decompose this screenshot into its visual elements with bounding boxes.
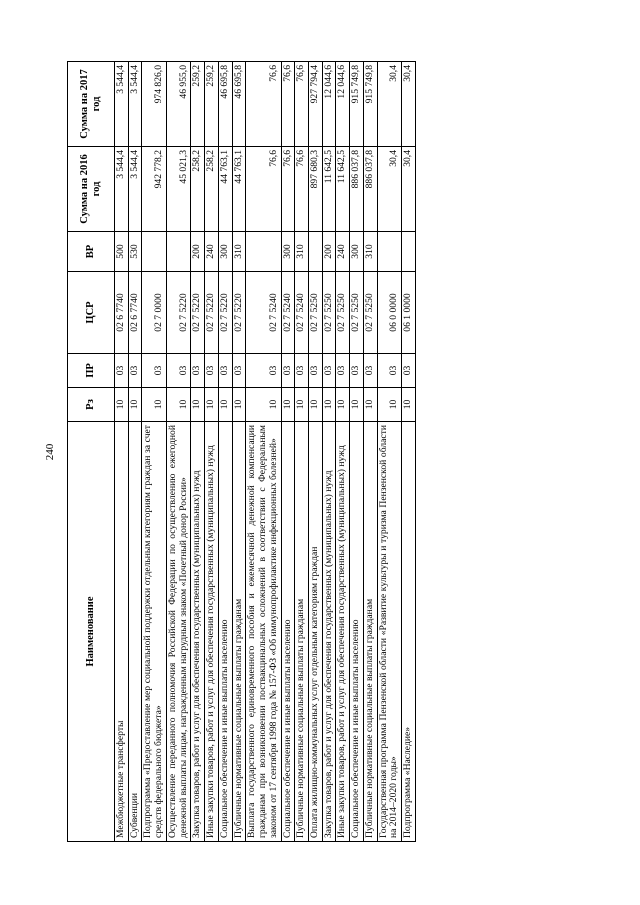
row-rz: 10 — [246, 388, 281, 422]
row-csr: 02 7 5250 — [363, 272, 377, 354]
row-pr: 03 — [115, 354, 129, 388]
table-row — [350, 62, 364, 842]
row-sum-2016: 258,2 — [191, 147, 205, 232]
table-row — [377, 62, 401, 842]
row-name: Социальное обеспечение и иные выплаты населению — [281, 422, 295, 842]
row-sum-2017: 259,2 — [191, 62, 205, 147]
row-csr: 02 7 5220 — [218, 272, 232, 354]
rotated-table-wrapper — [67, 62, 573, 842]
row-vr: 240 — [205, 232, 219, 272]
row-rz: 10 — [295, 388, 309, 422]
row-pr: 03 — [246, 354, 281, 388]
row-pr: 03 — [350, 354, 364, 388]
row-vr: 530 — [128, 232, 142, 272]
row-name: Межбюджетные трансферты — [115, 422, 129, 842]
row-pr: 03 — [281, 354, 295, 388]
row-sum-2017: 46 695,8 — [232, 62, 246, 147]
row-pr: 03 — [295, 354, 309, 388]
table-row — [336, 62, 350, 842]
table-row — [322, 62, 336, 842]
row-csr: 02 7 5250 — [350, 272, 364, 354]
row-sum-2016: 886 037,8 — [363, 147, 377, 232]
header-name: Наименование — [68, 422, 115, 842]
row-pr: 03 — [232, 354, 246, 388]
row-name: Иные закупки товаров, работ и услуг для обеспечения государственных (муниципальных) нужд — [336, 422, 350, 842]
row-sum-2016: 258,2 — [205, 147, 219, 232]
row-csr: 02 7 5220 — [191, 272, 205, 354]
budget-table — [67, 61, 416, 842]
row-name: Выплата государственного единовременного пособия и ежемесячной денежной компенсации гражданам при возникновении поствакцинальных осложнений в соответствии с Федеральным законом от 17 сентября 1998 года № 157-ФЗ «Об иммунопрофилактике инфекционных болезней» — [246, 422, 281, 842]
row-rz: 10 — [128, 388, 142, 422]
row-sum-2017: 915 749,8 — [350, 62, 364, 147]
row-sum-2017: 259,2 — [205, 62, 219, 147]
row-sum-2016: 30,4 — [402, 147, 416, 232]
row-sum-2017: 3 544,4 — [115, 62, 129, 147]
row-rz: 10 — [402, 388, 416, 422]
row-sum-2016: 897 680,3 — [309, 147, 323, 232]
row-sum-2017: 76,6 — [246, 62, 281, 147]
table-row — [295, 62, 309, 842]
row-vr — [246, 232, 281, 272]
row-rz: 10 — [232, 388, 246, 422]
table-row — [246, 62, 281, 842]
table-row — [281, 62, 295, 842]
header-csr: ЦСР — [68, 272, 115, 354]
row-sum-2017: 46 695,8 — [218, 62, 232, 147]
row-sum-2016: 76,6 — [246, 147, 281, 232]
row-rz: 10 — [205, 388, 219, 422]
row-name: Социальное обеспечение и иные выплаты населению — [350, 422, 364, 842]
row-name: Закупка товаров, работ и услуг для обеспечения государственных (муниципальных) нужд — [191, 422, 205, 842]
table-row — [191, 62, 205, 842]
row-name: Публичные нормативные социальные выплаты гражданам — [295, 422, 309, 842]
row-rz: 10 — [142, 388, 166, 422]
row-csr: 02 6 7740 — [115, 272, 129, 354]
row-pr: 03 — [322, 354, 336, 388]
table-row — [218, 62, 232, 842]
row-csr: 02 7 5240 — [281, 272, 295, 354]
row-pr: 03 — [142, 354, 166, 388]
table-header-row — [68, 62, 115, 842]
row-sum-2017: 76,6 — [295, 62, 309, 147]
row-rz: 10 — [115, 388, 129, 422]
row-sum-2017: 12 044,6 — [336, 62, 350, 147]
row-sum-2016: 45 021,3 — [166, 147, 190, 232]
row-sum-2017: 30,4 — [402, 62, 416, 147]
row-rz: 10 — [322, 388, 336, 422]
row-name: Публичные нормативные социальные выплаты гражданам — [363, 422, 377, 842]
table-row — [142, 62, 166, 842]
row-pr: 03 — [166, 354, 190, 388]
row-csr: 02 7 5240 — [295, 272, 309, 354]
row-sum-2017: 3 544,4 — [128, 62, 142, 147]
row-sum-2017: 974 826,0 — [142, 62, 166, 147]
row-vr — [377, 232, 401, 272]
table-row — [309, 62, 323, 842]
row-vr: 310 — [295, 232, 309, 272]
row-rz: 10 — [281, 388, 295, 422]
table-row — [363, 62, 377, 842]
row-name: Иные закупки товаров, работ и услуг для обеспечения государственных (муниципальных) нужд — [205, 422, 219, 842]
row-name: Подпрограмма «Наследие» — [402, 422, 416, 842]
row-vr: 200 — [191, 232, 205, 272]
row-sum-2016: 11 642,5 — [336, 147, 350, 232]
header-sum-2016: Сумма на 2016 год — [68, 147, 115, 232]
row-pr: 03 — [402, 354, 416, 388]
row-pr: 03 — [336, 354, 350, 388]
row-name: Оплата жилищно-коммунальных услуг отдельным категориям граждан — [309, 422, 323, 842]
row-name: Осуществление переданного полномочия Российской Федерации по осуществлению ежегодной денежной выплаты лицам, награжденным нагрудным знаком «Почетный донор России» — [166, 422, 190, 842]
row-sum-2016: 76,6 — [295, 147, 309, 232]
row-pr: 03 — [377, 354, 401, 388]
row-rz: 10 — [166, 388, 190, 422]
row-vr: 300 — [350, 232, 364, 272]
row-csr: 02 7 5220 — [232, 272, 246, 354]
row-pr: 03 — [218, 354, 232, 388]
table-row — [128, 62, 142, 842]
row-vr — [142, 232, 166, 272]
row-sum-2017: 30,4 — [377, 62, 401, 147]
row-name: Социальное обеспечение и иные выплаты населению — [218, 422, 232, 842]
table-row — [205, 62, 219, 842]
row-sum-2017: 46 955,0 — [166, 62, 190, 147]
row-csr: 02 6 7740 — [128, 272, 142, 354]
row-vr: 300 — [281, 232, 295, 272]
row-name: Публичные нормативные социальные выплаты гражданам — [232, 422, 246, 842]
row-sum-2017: 915 749,8 — [363, 62, 377, 147]
row-vr: 310 — [363, 232, 377, 272]
row-sum-2016: 76,6 — [281, 147, 295, 232]
row-rz: 10 — [191, 388, 205, 422]
row-sum-2017: 927 794,4 — [309, 62, 323, 147]
row-sum-2016: 3 544,4 — [115, 147, 129, 232]
row-rz: 10 — [218, 388, 232, 422]
row-csr: 06 0 0000 — [377, 272, 401, 354]
row-sum-2017: 76,6 — [281, 62, 295, 147]
row-csr: 02 7 5220 — [166, 272, 190, 354]
row-sum-2016: 44 763,1 — [232, 147, 246, 232]
table-row — [232, 62, 246, 842]
header-vr: ВР — [68, 232, 115, 272]
row-pr: 03 — [191, 354, 205, 388]
row-vr: 310 — [232, 232, 246, 272]
row-csr: 02 7 5220 — [205, 272, 219, 354]
row-rz: 10 — [350, 388, 364, 422]
page-number: 240 — [44, 443, 56, 461]
header-sum-2017: Сумма на 2017 год — [68, 62, 115, 147]
row-pr: 03 — [309, 354, 323, 388]
row-sum-2016: 11 642,5 — [322, 147, 336, 232]
row-name: Подпрограмма «Предоставление мер социальной поддержки отдельным категориям граждан за счет средств федерального бюджета» — [142, 422, 166, 842]
row-csr: 02 7 5240 — [246, 272, 281, 354]
row-sum-2017: 12 044,6 — [322, 62, 336, 147]
row-vr — [166, 232, 190, 272]
row-rz: 10 — [377, 388, 401, 422]
row-pr: 03 — [205, 354, 219, 388]
row-name: Закупка товаров, работ и услуг для обеспечения государственных (муниципальных) нужд — [322, 422, 336, 842]
row-vr: 200 — [322, 232, 336, 272]
row-vr — [402, 232, 416, 272]
row-sum-2016: 942 778,2 — [142, 147, 166, 232]
row-csr: 02 7 5250 — [309, 272, 323, 354]
row-name: Субвенции — [128, 422, 142, 842]
table-body — [115, 62, 416, 842]
row-csr: 02 7 5250 — [322, 272, 336, 354]
row-rz: 10 — [309, 388, 323, 422]
row-vr — [309, 232, 323, 272]
row-pr: 03 — [128, 354, 142, 388]
row-csr: 02 7 0000 — [142, 272, 166, 354]
row-vr: 300 — [218, 232, 232, 272]
table-row — [402, 62, 416, 842]
row-vr: 240 — [336, 232, 350, 272]
row-pr: 03 — [363, 354, 377, 388]
row-rz: 10 — [363, 388, 377, 422]
header-rz: Рз — [68, 388, 115, 422]
row-sum-2016: 886 037,8 — [350, 147, 364, 232]
row-csr: 06 1 0000 — [402, 272, 416, 354]
row-rz: 10 — [336, 388, 350, 422]
row-csr: 02 7 5250 — [336, 272, 350, 354]
row-name: Государственная программа Пензенской области «Развитие культуры и туризма Пензенской области на 2014–2020 годы» — [377, 422, 401, 842]
row-sum-2016: 3 544,4 — [128, 147, 142, 232]
table-row — [115, 62, 129, 842]
row-sum-2016: 44 763,1 — [218, 147, 232, 232]
row-vr: 500 — [115, 232, 129, 272]
row-sum-2016: 30,4 — [377, 147, 401, 232]
header-pr: ПР — [68, 354, 115, 388]
table-row — [166, 62, 190, 842]
